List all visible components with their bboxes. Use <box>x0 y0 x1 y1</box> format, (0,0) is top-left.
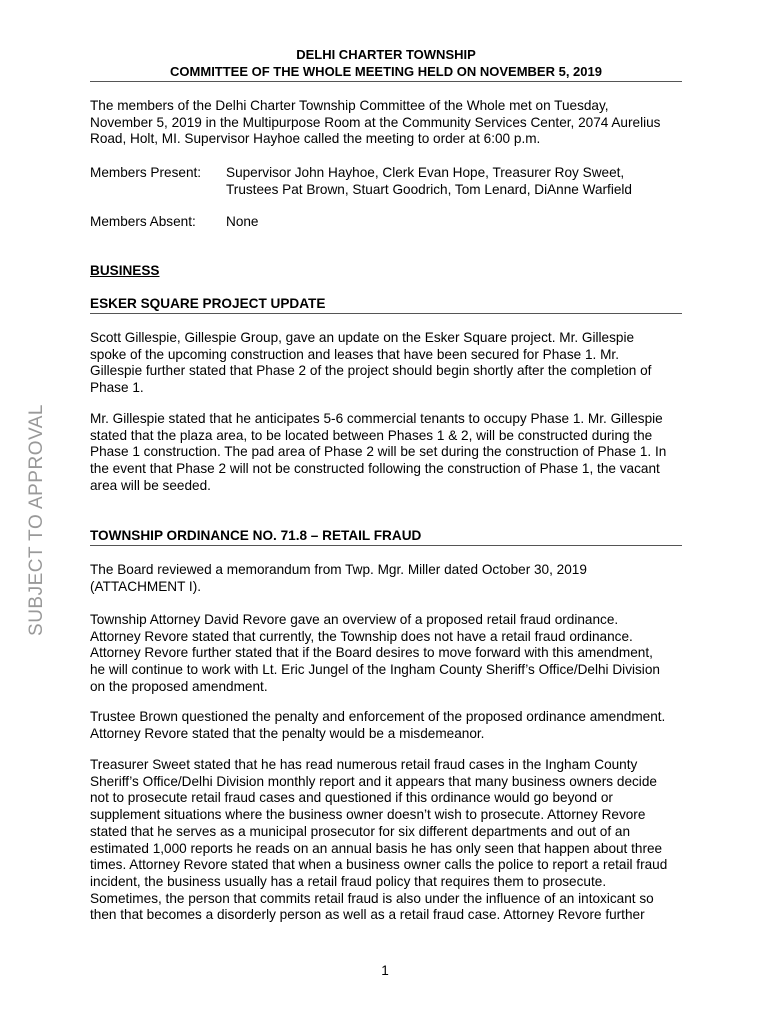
ordinance-line: Attorney Revore stated that currently, the Township does not have a retail fraud ordinance. <box>90 628 633 644</box>
ordinance-paragraph-1 <box>90 562 688 595</box>
ordinance-line: Sheriff’s Office/Delhi Division monthly report and it appears that many business owners decide <box>90 773 657 789</box>
ordinance-line: times. Attorney Revore stated that when a business owner calls the police to report a retail fraud <box>90 857 668 873</box>
members-present-list <box>226 165 632 198</box>
members-present-line: Supervisor John Hayhoe, Clerk Evan Hope, Treasurer Roy Sweet, <box>226 165 625 180</box>
ordinance-line: The Board reviewed a memorandum from Twp. Mgr. Miller dated October 30, 2019 <box>90 562 587 577</box>
intro-paragraph <box>90 98 688 148</box>
esker-line: Phase 1. <box>90 380 144 396</box>
ordinance-line: Treasurer Sweet stated that he has read numerous retail fraud cases in the Ingham County <box>90 757 638 772</box>
members-present-line: Trustees Pat Brown, Stuart Goodrich, Tom Lenard, DiAnne Warfield <box>226 181 632 197</box>
ordinance-line: he will continue to work with Lt. Eric Jungel of the Ingham County Sheriff’s Office/Delhi Division <box>90 662 660 678</box>
esker-line: Scott Gillespie, Gillespie Group, gave an update on the Esker Square project. Mr. Gillespie <box>90 330 635 345</box>
ordinance-paragraph-4 <box>90 757 688 924</box>
ordinance-line: Sometimes, the person that commits retail fraud is also under the influence of an intoxicant so <box>90 890 654 906</box>
ordinance-line: not to prosecute retail fraud cases and questioned if this ordinance would go beyond or <box>90 790 613 806</box>
members-absent-value <box>226 214 259 231</box>
intro-line: Road, Holt, MI. Supervisor Hayhoe called the meeting to order at 6:00 p.m. <box>90 131 541 147</box>
ordinance-line: (ATTACHMENT I). <box>90 578 202 594</box>
esker-line: area will be seeded. <box>90 477 211 493</box>
ordinance-line: stated that he serves as a municipal prosecutor for six different departments and out of an <box>90 823 631 839</box>
esker-line: stated that the plaza area, to be located between Phases 1 & 2, will be constructed during the <box>90 427 653 443</box>
ordinance-line: incident, the business usually has a retail fraud policy that requires them to prosecute. <box>90 873 607 889</box>
document-title: DELHI CHARTER TOWNSHIP <box>296 47 476 62</box>
members-present-label: Members Present: <box>90 165 202 180</box>
ordinance-paragraph-2 <box>90 612 688 696</box>
ordinance-line: supplement situations where the business owner doesn’t wish to prosecute. Attorney Revore <box>90 807 646 823</box>
esker-paragraph-1 <box>90 330 688 397</box>
document-subtitle: COMMITTEE OF THE WHOLE MEETING HELD ON NOVEMBER 5, 2019 <box>170 64 602 79</box>
ordinance-paragraph-3 <box>90 709 688 742</box>
ordinance-line: Attorney Revore stated that the penalty would be a misdemeanor. <box>90 725 485 741</box>
esker-heading-rule <box>90 313 682 314</box>
members-absent-text: None <box>226 214 259 229</box>
ordinance-line: Attorney Revore further stated that if the Board desires to move forward with this amendment, <box>90 645 653 661</box>
esker-paragraph-2 <box>90 411 688 495</box>
intro-line: November 5, 2019 in the Multipurpose Room at the Community Services Center, 2074 Aurelius <box>90 114 661 130</box>
ordinance-line: Trustee Brown questioned the penalty and enforcement of the proposed ordinance amendment. <box>90 709 666 724</box>
ordinance-line: then that becomes a disorderly person as well as a retail fraud case. Attorney Revore further <box>90 907 645 923</box>
header-rule <box>90 81 682 82</box>
ordinance-heading: TOWNSHIP ORDINANCE NO. 71.8 – RETAIL FRAUD <box>90 528 422 543</box>
esker-line: Gillespie further stated that Phase 2 of the project should begin shortly after the completion of <box>90 363 652 379</box>
ordinance-line: estimated 1,000 reports he reads on an annual basis he has only seen that happen about three <box>90 840 663 856</box>
intro-line: The members of the Delhi Charter Township Committee of the Whole met on Tuesday, <box>90 98 609 113</box>
ordinance-heading-rule <box>90 545 682 546</box>
esker-line: spoke of the upcoming construction and leases that have been secured for Phase 1. Mr. <box>90 346 619 362</box>
esker-line: Phase 1 construction. The pad area of Phase 2 will be set during the construction of Phase 1. In <box>90 444 667 460</box>
page-number: 1 <box>381 963 389 978</box>
watermark-text: SUBJECT TO APPROVAL <box>26 404 47 636</box>
ordinance-line: on the proposed amendment. <box>90 678 268 694</box>
esker-line: the event that Phase 2 will not be constructed following the construction of Phase 1, the vacant <box>90 461 660 477</box>
ordinance-line: Township Attorney David Revore gave an overview of a proposed retail fraud ordinance. <box>90 612 619 627</box>
members-absent-label: Members Absent: <box>90 214 196 229</box>
business-heading: BUSINESS <box>90 263 160 278</box>
esker-heading: ESKER SQUARE PROJECT UPDATE <box>90 296 326 311</box>
esker-line: Mr. Gillespie stated that he anticipates 5-6 commercial tenants to occupy Phase 1. Mr. Gillespie <box>90 411 663 426</box>
